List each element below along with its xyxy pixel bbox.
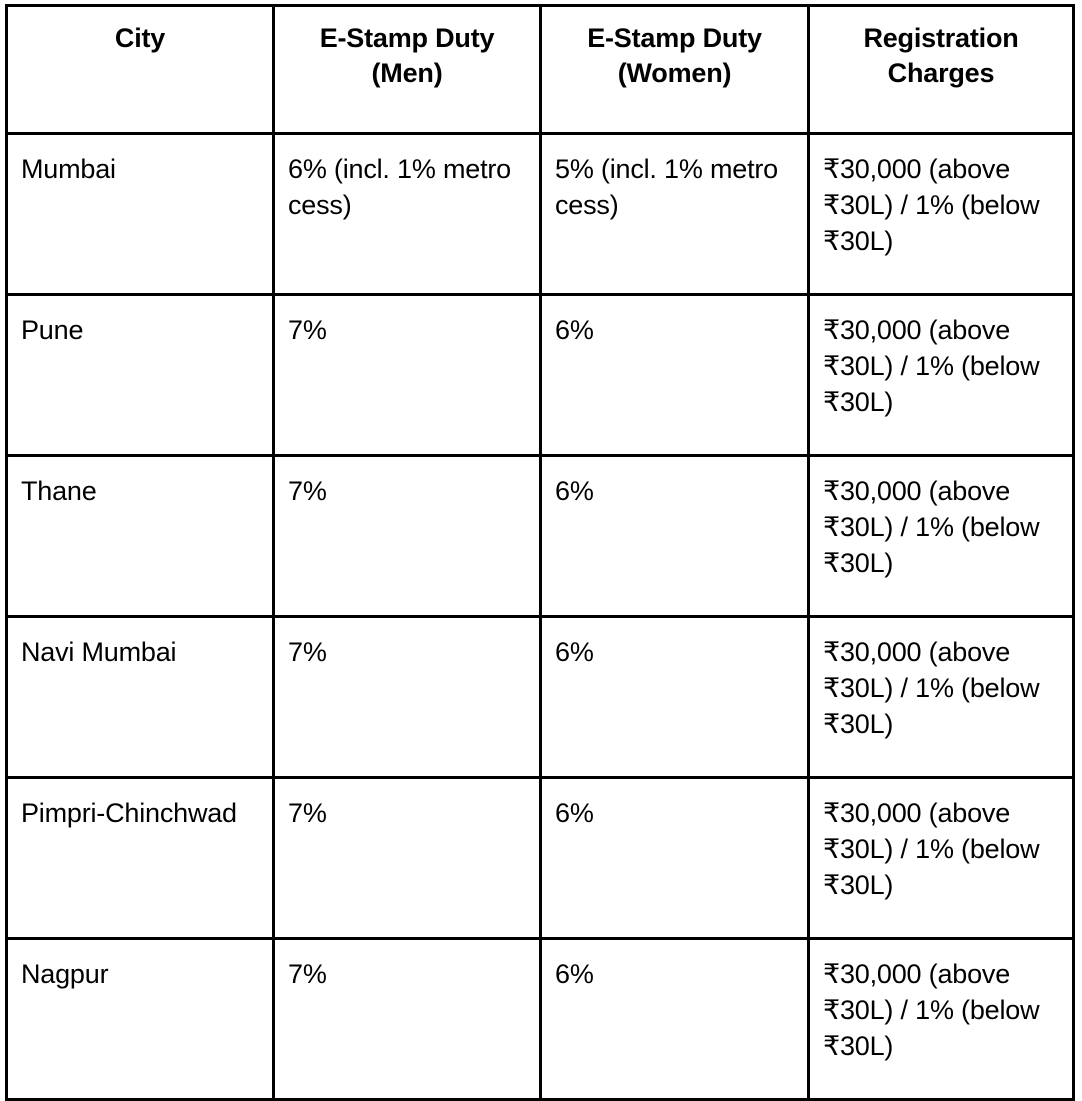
cell-registration-charges: ₹30,000 (above ₹30L) / 1% (below ₹30L) (809, 456, 1074, 617)
cell-estamp-duty-women: 6% (541, 617, 809, 778)
stamp-duty-table (5, 4, 1075, 1101)
table-header (7, 6, 1074, 134)
table-row (7, 134, 1074, 295)
cell-estamp-duty-men: 7% (274, 939, 541, 1100)
table-row (7, 939, 1074, 1100)
table-row (7, 617, 1074, 778)
column-header-city-line1: City (114, 23, 166, 53)
cell-registration-charges: ₹30,000 (above ₹30L) / 1% (below ₹30L) (809, 617, 1074, 778)
cell-registration-charges: ₹30,000 (above ₹30L) / 1% (below ₹30L) (809, 778, 1074, 939)
cell-city: Pimpri-Chinchwad (7, 778, 274, 939)
cell-estamp-duty-women: 6% (541, 456, 809, 617)
cell-estamp-duty-men: 7% (274, 778, 541, 939)
cell-registration-charges: ₹30,000 (above ₹30L) / 1% (below ₹30L) (809, 939, 1074, 1100)
column-header-estamp-duty-men (274, 6, 541, 134)
column-header-estamp-duty-women-line1: E-Stamp Duty (587, 23, 762, 53)
table-row (7, 778, 1074, 939)
column-header-registration-charges-line2: Charges (887, 57, 995, 88)
column-header-city (7, 6, 274, 134)
cell-registration-charges: ₹30,000 (above ₹30L) / 1% (below ₹30L) (809, 295, 1074, 456)
column-header-registration-charges (809, 6, 1074, 134)
cell-estamp-duty-women: 6% (541, 295, 809, 456)
table-header-row (7, 6, 1074, 134)
cell-estamp-duty-women: 6% (541, 939, 809, 1100)
cell-city: Navi Mumbai (7, 617, 274, 778)
cell-city: Thane (7, 456, 274, 617)
table-body (7, 134, 1074, 1100)
cell-city: Pune (7, 295, 274, 456)
cell-estamp-duty-men: 7% (274, 295, 541, 456)
cell-estamp-duty-women: 5% (incl. 1% metro cess) (541, 134, 809, 295)
cell-estamp-duty-women: 6% (541, 778, 809, 939)
column-header-registration-charges-line1: Registration (863, 23, 1019, 53)
column-header-estamp-duty-men-line1: E-Stamp Duty (319, 23, 495, 53)
column-header-estamp-duty-women (541, 6, 809, 134)
cell-estamp-duty-men: 7% (274, 456, 541, 617)
table-row (7, 295, 1074, 456)
cell-city: Mumbai (7, 134, 274, 295)
cell-registration-charges: ₹30,000 (above ₹30L) / 1% (below ₹30L) (809, 134, 1074, 295)
table-row (7, 456, 1074, 617)
column-header-estamp-duty-men-line2: (Men) (371, 57, 443, 88)
cell-estamp-duty-men: 7% (274, 617, 541, 778)
column-header-estamp-duty-women-line2: (Women) (617, 57, 732, 88)
cell-estamp-duty-men: 6% (incl. 1% metro cess) (274, 134, 541, 295)
cell-city: Nagpur (7, 939, 274, 1100)
